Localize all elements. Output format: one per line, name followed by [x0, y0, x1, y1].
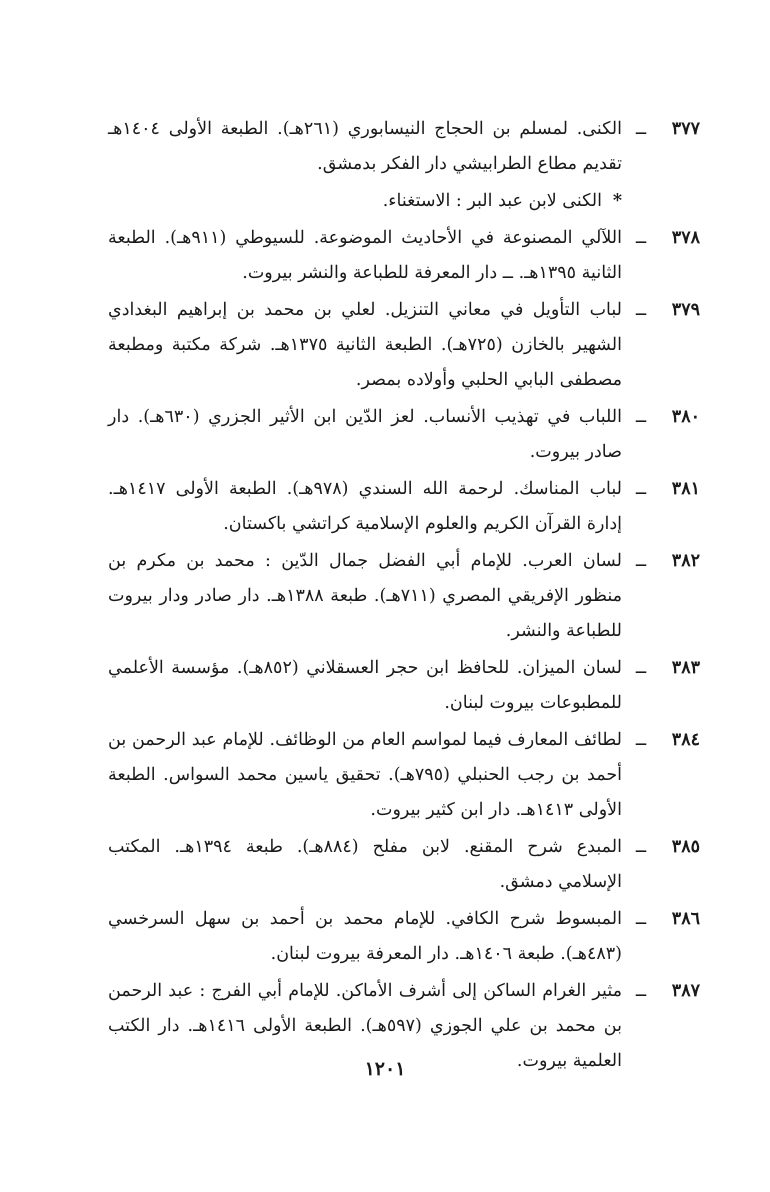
entry-text: لسان العرب. للإمام أبي الفضل جمال الدّين : محمد بن مكرم بن منظور الإفريقي المصري (٧١١هـ). طبعة ١٣٨٨هـ. دار صادر ودار بيروت للطباعة والنشر. — [108, 551, 622, 641]
page-number: ١٢٠١ — [364, 1058, 406, 1080]
entry-number: ٣٨٦ — [671, 909, 700, 929]
entry-number: ٣٨٥ — [671, 837, 700, 857]
entry-dash: ــ — [635, 300, 647, 320]
entry-383 — [108, 651, 700, 721]
entry-dash: ــ — [635, 407, 647, 427]
entry-384 — [108, 723, 700, 828]
entry-text: لسان الميزان. للحافظ ابن حجر العسقلاني (٨٥٢هـ). مؤسسة الأعلمي للمطبوعات بيروت لبنان. — [108, 658, 622, 713]
entry-number: ٣٨٧ — [671, 981, 700, 1001]
entry-number: ٣٧٨ — [671, 228, 700, 248]
entry-text: اللآلي المصنوعة في الأحاديث الموضوعة. للسيوطي (٩١١هـ). الطبعة الثانية ١٣٩٥هـ. ــ دار المعرفة للطباعة والنشر بيروت. — [108, 228, 622, 283]
entry-dash: ــ — [635, 837, 647, 857]
entry-382 — [108, 544, 700, 649]
entry-number: ٣٨٤ — [671, 730, 700, 750]
entry-text: المبسوط شرح الكافي. للإمام محمد بن أحمد بن سهل السرخسي (٤٨٣هـ). طبعة ١٤٠٦هـ. دار المعرفة بيروت لبنان. — [108, 909, 622, 964]
entry-text: الكنى. لمسلم بن الحجاج النيسابوري (٢٦١هـ). الطبعة الأولى ١٤٠٤هـ تقديم مطاع الطرابيشي دار الفكر بدمشق. — [108, 119, 622, 174]
entry-number: ٣٨٠ — [671, 407, 700, 427]
entry-dash: ــ — [635, 479, 647, 499]
entry-dash: ــ — [635, 119, 647, 139]
entry-dash: ــ — [635, 730, 647, 750]
entry-text: لباب التأويل في معاني التنزيل. لعلي بن محمد بن إبراهيم البغدادي الشهير بالخازن (٧٢٥هـ). الطبعة الثانية ١٣٧٥هـ. شركة مكتبة ومطبعة مصطفى البابي الحلبي وأولاده بمصر. — [108, 300, 622, 390]
entry-378 — [108, 221, 700, 291]
cross-reference-note — [108, 184, 700, 219]
entry-386 — [108, 902, 700, 972]
entry-380 — [108, 400, 700, 470]
entry-number: ٣٧٧ — [671, 119, 700, 139]
entry-dash: ــ — [635, 909, 647, 929]
entry-number: ٣٨١ — [671, 479, 700, 499]
bibliography-page — [108, 112, 700, 1081]
entry-dash: ــ — [635, 658, 647, 678]
entry-377 — [108, 112, 700, 182]
entry-text: لباب المناسك. لرحمة الله السندي (٩٧٨هـ). الطبعة الأولى ١٤١٧هـ. إدارة القرآن الكريم والعلوم الإسلامية كراتشي باكستان. — [108, 479, 622, 534]
entry-number: ٣٧٩ — [671, 300, 700, 320]
note-text: الكنى لابن عبد البر : الاستغناء. — [382, 191, 602, 211]
entry-385 — [108, 830, 700, 900]
entry-381 — [108, 472, 700, 542]
entry-text: مثير الغرام الساكن إلى أشرف الأماكن. للإمام أبي الفرج : عبد الرحمن بن محمد بن علي الجوزي (٥٩٧هـ). الطبعة الأولى ١٤١٦هـ. دار الكتب العلمية بيروت. — [108, 981, 622, 1071]
entry-text: اللباب في تهذيب الأنساب. لعز الدّين ابن الأثير الجزري (٦٣٠هـ). دار صادر بيروت. — [108, 407, 622, 462]
entry-dash: ــ — [635, 228, 647, 248]
asterisk-icon: * — [612, 191, 622, 211]
entry-number: ٣٨٢ — [671, 551, 700, 571]
entry-text: لطائف المعارف فيما لمواسم العام من الوظائف. للإمام عبد الرحمن بن أحمد بن رجب الحنبلي (٧٩٥هـ). تحقيق ياسين محمد السواس. الطبعة الأولى ١٤١٣هـ. دار ابن كثير بيروت. — [108, 730, 622, 820]
entry-dash: ــ — [635, 551, 647, 571]
entry-number: ٣٨٣ — [671, 658, 700, 678]
entry-379 — [108, 293, 700, 398]
entry-text: المبدع شرح المقنع. لابن مفلح (٨٨٤هـ). طبعة ١٣٩٤هـ. المكتب الإسلامي دمشق. — [108, 837, 622, 892]
entry-dash: ــ — [635, 981, 647, 1001]
